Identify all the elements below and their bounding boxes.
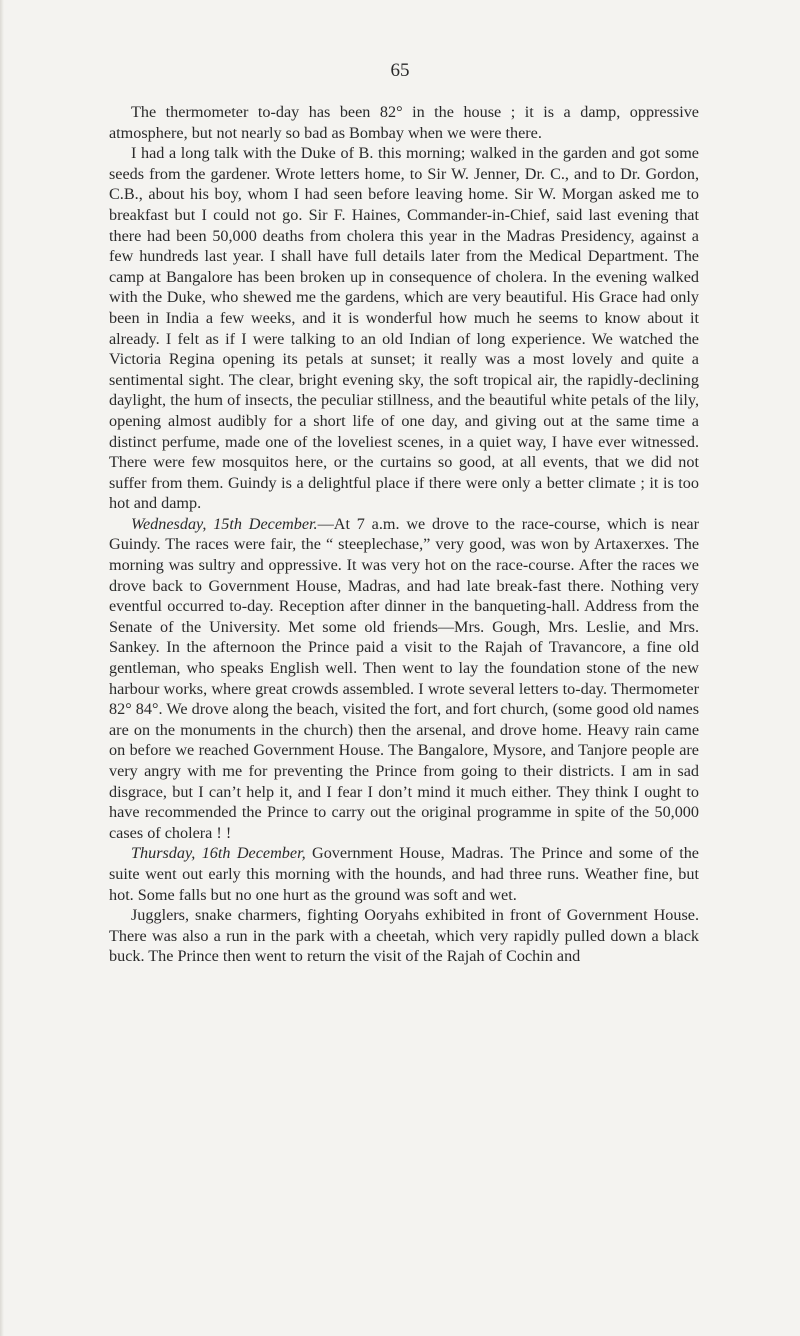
- paragraph-text: Jugglers, snake charmers, fighting Ooryahs exhibited in front of Government House. There was also a run in the park with a cheetah, which very rapidly pulled down a black buck. The Prince then went to return the visit of the Rajah of Cochin and: [109, 906, 699, 966]
- page-edge-shadow: [0, 0, 4, 1336]
- entry-date: Wednesday, 15th December.: [131, 514, 318, 533]
- paragraph-wednesday: [109, 514, 699, 844]
- paragraph-jugglers: [109, 905, 699, 967]
- paragraph-thursday: [109, 843, 699, 905]
- entry-date: Thursday, 16th December,: [131, 844, 306, 863]
- paragraph-thermometer: [109, 102, 699, 143]
- page-body: [109, 102, 699, 967]
- paragraph-text: I had a long talk with the Duke of B. this morning; walked in the garden and got some seeds from the gardener. Wrote letters home, to Sir W. Jenner, Dr. C., and to Dr. Gordon, C.B., about his boy, whom I had seen before leaving home. Sir W. Morgan asked me to breakfast but I could not go. Sir F. Haines, Commander-in-Chief, said last evening that there had been 50,000 deaths from cholera this year in the Madras Presidency, against a few hundreds last year. I shall have full details later from the Medical Department. The camp at Bangalore has been broken up in consequence of cholera. In the evening walked with the Duke, who shewed me the gardens, which are very beautiful. His Grace had only been in India a few weeks, and it is wonderful how much he seems to know about it already. I felt as if I were talking to an old Indian of long experience. We watched the Victoria Regina opening its petals at sunset; it really was a most lovely and quite a sentimental sight. The clear, bright evening sky, the soft tropical air, the rapidly-declining daylight, the hum of insects, the peculiar stillness, and the beautiful white petals of the lily, opening almost audibly for a short life of one day, and giving out at the same time a distinct perfume, made one of the loveliest scenes, in a quiet way, I have ever witnessed. There were few mosquitos here, or the curtains so good, at all events, that we did not suffer from them. Guindy is a delightful place if there were only a better climate ; it is too hot and damp.: [109, 144, 699, 513]
- page-number: 65: [390, 60, 410, 81]
- paragraph-text: —At 7 a.m. we drove to the race-course, which is near Guindy. The races were fair, the “ steeplechase,” very good, was won by Artaxerxes. The morning was sultry and oppressive. It was very hot on the race-course. After the races we drove back to Government House, Madras, and had late break-fast there. Nothing very eventful occurred to-day. Reception after dinner in the banqueting-hall. Address from the Senate of the University. Met some old friends—Mrs. Gough, Mrs. Leslie, and Mrs. Sankey. In the afternoon the Prince paid a visit to the Rajah of Travancore, a fine old gentleman, who speaks English well. Then went to lay the foundation stone of the new harbour works, where great crowds assembled. I wrote several letters to-day. Thermometer 82° 84°. We drove along the beach, visited the fort, and fort church, (some good old names are on the monuments in the church) then the arsenal, and drove home. Heavy rain came on before we reached Government House. The Bangalore, Mysore, and Tanjore people are very angry with me for preventing the Prince from going to their districts. I am in sad disgrace, but I can’t help it, and I fear I don’t mind it much either. They think I ought to have recommended the Prince to carry out the original programme in spite of the 50,000 cases of cholera ! !: [109, 514, 700, 842]
- paragraph-text: The thermometer to-day has been 82° in the house ; it is a damp, oppressive atmosphere, but not nearly so bad as Bombay when we were there.: [109, 103, 699, 142]
- paragraph-text: Government House, Madras. The Prince and some of the suite went out early this morning with the hounds, and had three runs. Weather fine, but hot. Some falls but no one hurt as the ground was soft and wet.: [109, 844, 699, 904]
- paragraph-duke-of-b: [109, 143, 699, 514]
